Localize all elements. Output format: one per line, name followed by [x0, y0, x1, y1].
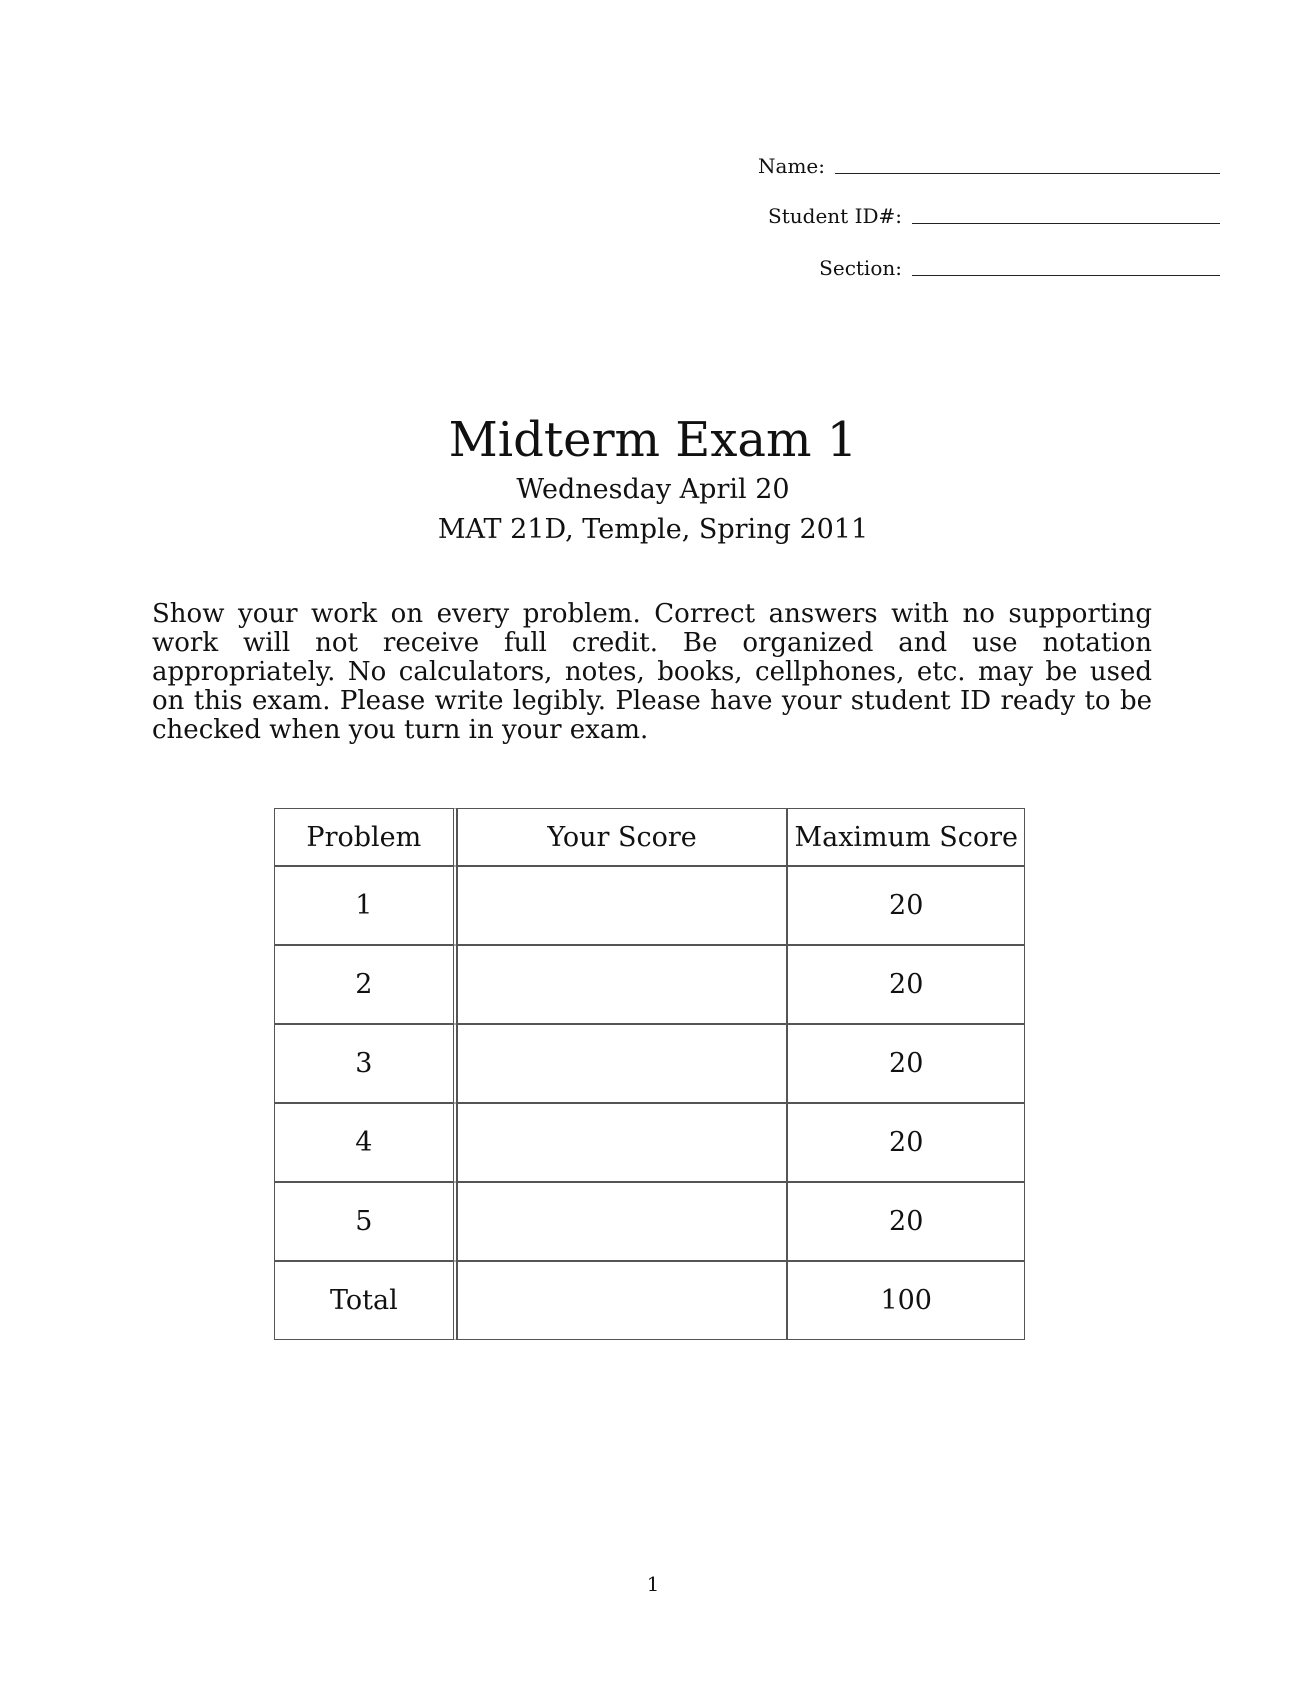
maximum-score-cell: 20 [787, 1024, 1025, 1103]
maximum-score-cell: 20 [787, 945, 1025, 1024]
student-id-field[interactable] [768, 198, 1220, 226]
student-id-blank-line[interactable] [912, 221, 1220, 224]
total-your-score-cell[interactable] [457, 1261, 788, 1340]
page-number: 1 [646, 1572, 660, 1596]
table-row [274, 866, 1025, 945]
section-label: Section: [819, 256, 902, 280]
maximum-score-cell: 20 [787, 866, 1025, 945]
your-score-cell[interactable] [457, 1182, 788, 1261]
table-row [274, 1103, 1025, 1182]
header-problem: Problem [274, 808, 457, 866]
your-score-cell[interactable] [457, 945, 788, 1024]
section-blank-line[interactable] [912, 273, 1220, 276]
problem-number: 1 [274, 866, 457, 945]
problem-number: 2 [274, 945, 457, 1024]
table-row [274, 1182, 1025, 1261]
maximum-score-cell: 20 [787, 1182, 1025, 1261]
title-block [0, 412, 1306, 548]
problem-number: 3 [274, 1024, 457, 1103]
your-score-cell[interactable] [457, 1024, 788, 1103]
total-label: Total [274, 1261, 457, 1340]
table-total-row [274, 1261, 1025, 1340]
total-maximum-score-cell: 100 [787, 1261, 1025, 1340]
header-your-score: Your Score [457, 808, 788, 866]
student-id-label: Student ID#: [768, 204, 902, 228]
your-score-cell[interactable] [457, 1103, 788, 1182]
problem-number: 4 [274, 1103, 457, 1182]
exam-instructions: Show your work on every problem. Correct answers with no supporting work will not receive full credit. Be organized and use notation appropriately. No calculators, notes, books, cellphones, etc. may be used on this exam. Please write legibly. Please have your student ID ready to be checked when you turn in your exam. [152, 599, 1152, 745]
your-score-cell[interactable] [457, 866, 788, 945]
maximum-score-cell: 20 [787, 1103, 1025, 1182]
table-row [274, 1024, 1025, 1103]
exam-date: Wednesday April 20 [516, 474, 790, 505]
exam-course: MAT 21D, Temple, Spring 2011 [437, 514, 869, 545]
section-field[interactable] [819, 250, 1220, 278]
table-header-row [274, 808, 1025, 866]
score-table-container [274, 808, 1025, 1340]
table-row [274, 945, 1025, 1024]
header-maximum-score: Maximum Score [787, 808, 1025, 866]
problem-number: 5 [274, 1182, 457, 1261]
name-field[interactable] [758, 148, 1220, 176]
exam-title: Midterm Exam 1 [448, 412, 858, 468]
name-blank-line[interactable] [835, 171, 1220, 174]
score-table [274, 808, 1025, 1340]
name-label: Name: [758, 154, 825, 178]
